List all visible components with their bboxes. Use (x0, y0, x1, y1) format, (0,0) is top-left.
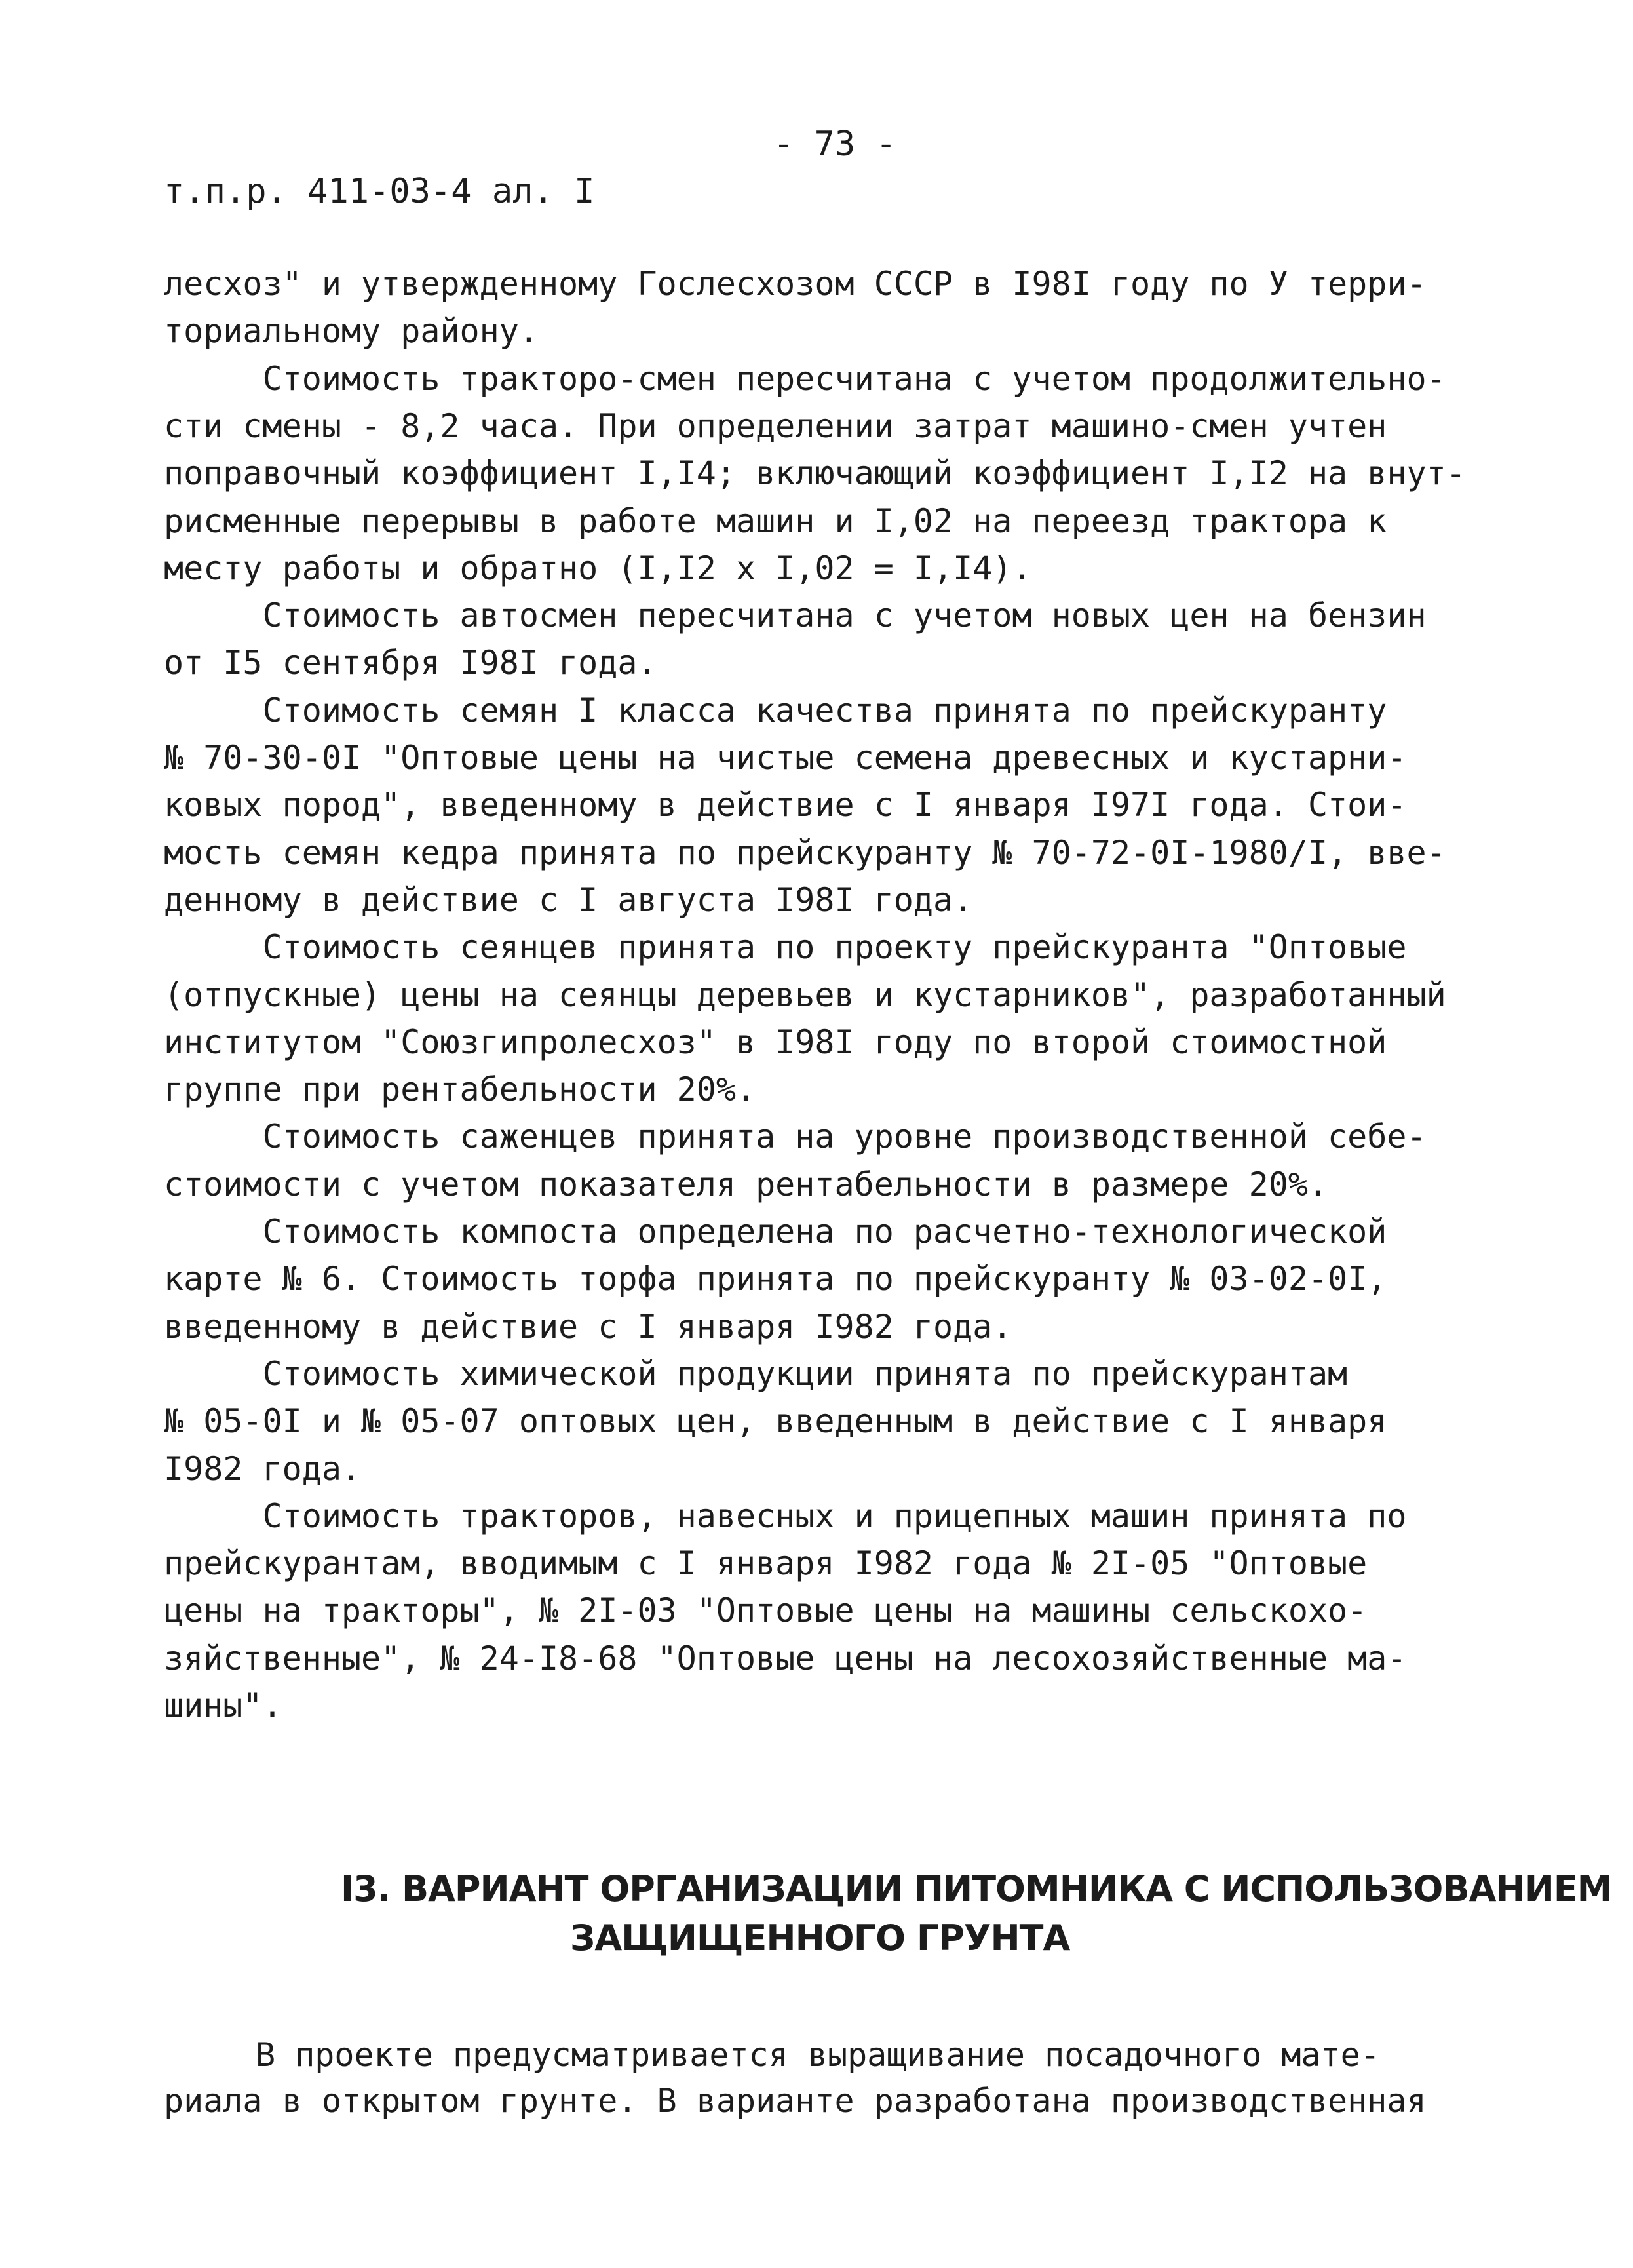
body-line: лесхоз" и утвержденному Гослесхозом СССР в I98I году по У терри- (164, 265, 1427, 303)
body-line: мость семян кедра принята по прейскуранту № 70-72-0I-1980/I, вве- (164, 834, 1446, 872)
body-line: стоимости с учетом показателя рентабельности в размере 20%. (164, 1165, 1328, 1203)
body-line: ковых пород", введенному в действие с I января I97I года. Стои- (164, 786, 1407, 824)
body-line: денному в действие с I августа I98I года. (164, 881, 973, 919)
body-line: цены на тракторы", № 2I-03 "Оптовые цены на машины сельскохо- (164, 1592, 1368, 1630)
body-line: Стоимость химической продукции принята по прейскурантам (164, 1355, 1348, 1393)
body-line: Стоимость компоста определена по расчетно-технологической (164, 1213, 1387, 1251)
body-line: шины". (164, 1687, 282, 1725)
body-line: введенному в действие с I января I982 года. (164, 1308, 1012, 1346)
body-line: зяйственные", № 24-I8-68 "Оптовые цены на лесохозяйственные ма- (164, 1639, 1407, 1677)
body-line: № 05-0I и № 05-07 оптовых цен, введенным в действие с I января (164, 1402, 1387, 1440)
section-heading-line-1: I3. ВАРИАНТ ОРГАНИЗАЦИИ ПИТОМНИКА С ИСПОЛЬЗОВАНИЕМ (341, 1868, 1612, 1909)
document-code: т.п.р. 411-03-4 ал. I (164, 172, 595, 211)
body-line: рисменные перерывы в работе машин и I,02 на переезд трактора к (164, 502, 1387, 540)
page-number: - 73 - (773, 125, 896, 164)
body-line: Стоимость автосмен пересчитана с учетом новых цен на бензин (164, 596, 1427, 635)
body-line: карте № 6. Стоимость торфа принята по прейскуранту № 03-02-0I, (164, 1260, 1387, 1298)
body-line: Стоимость тракторо-смен пересчитана с учетом продолжительно- (164, 360, 1446, 398)
body-line: Стоимость сеянцев принята по проекту прейскуранта "Оптовые (164, 928, 1407, 966)
body-line: месту работы и обратно (I,I2 x I,02 = I,I4). (164, 549, 1032, 587)
body-line: Стоимость тракторов, навесных и прицепных машин принята по (164, 1497, 1407, 1535)
body-line: прейскурантам, вводимым с I января I982 года № 2I-05 "Оптовые (164, 1544, 1368, 1582)
body-line: институтом "Союзгипролесхоз" в I98I году по второй стоимостной (164, 1023, 1387, 1061)
section-heading-line-2: ЗАЩИЩЕННОГО ГРУНТА (570, 1917, 1070, 1959)
section-text-line-2: риала в открытом грунте. В варианте разработана производственная (164, 2082, 1427, 2120)
body-line: от I5 сентября I98I года. (164, 644, 657, 682)
body-line: поправочный коэффициент I,I4; включающий коэффициент I,I2 на внут- (164, 454, 1466, 492)
body-line: ториальному району. (164, 312, 539, 350)
body-line: (отпускные) цены на сеянцы деревьев и кустарников", разработанный (164, 976, 1446, 1014)
body-line: № 70-30-0I "Оптовые цены на чистые семена древесных и кустарни- (164, 739, 1407, 777)
body-line: сти смены - 8,2 часа. При определении затрат машино-смен учтен (164, 407, 1387, 445)
body-line: группе при рентабельности 20%. (164, 1070, 756, 1108)
body-line: Стоимость саженцев принята на уровне производственной себе- (164, 1118, 1427, 1156)
section-text-line-1: В проекте предусматривается выращивание посадочного мате- (256, 2036, 1380, 2074)
body-line: Стоимость семян I класса качества принята по прейскуранту (164, 692, 1387, 730)
body-line: I982 года. (164, 1450, 362, 1488)
